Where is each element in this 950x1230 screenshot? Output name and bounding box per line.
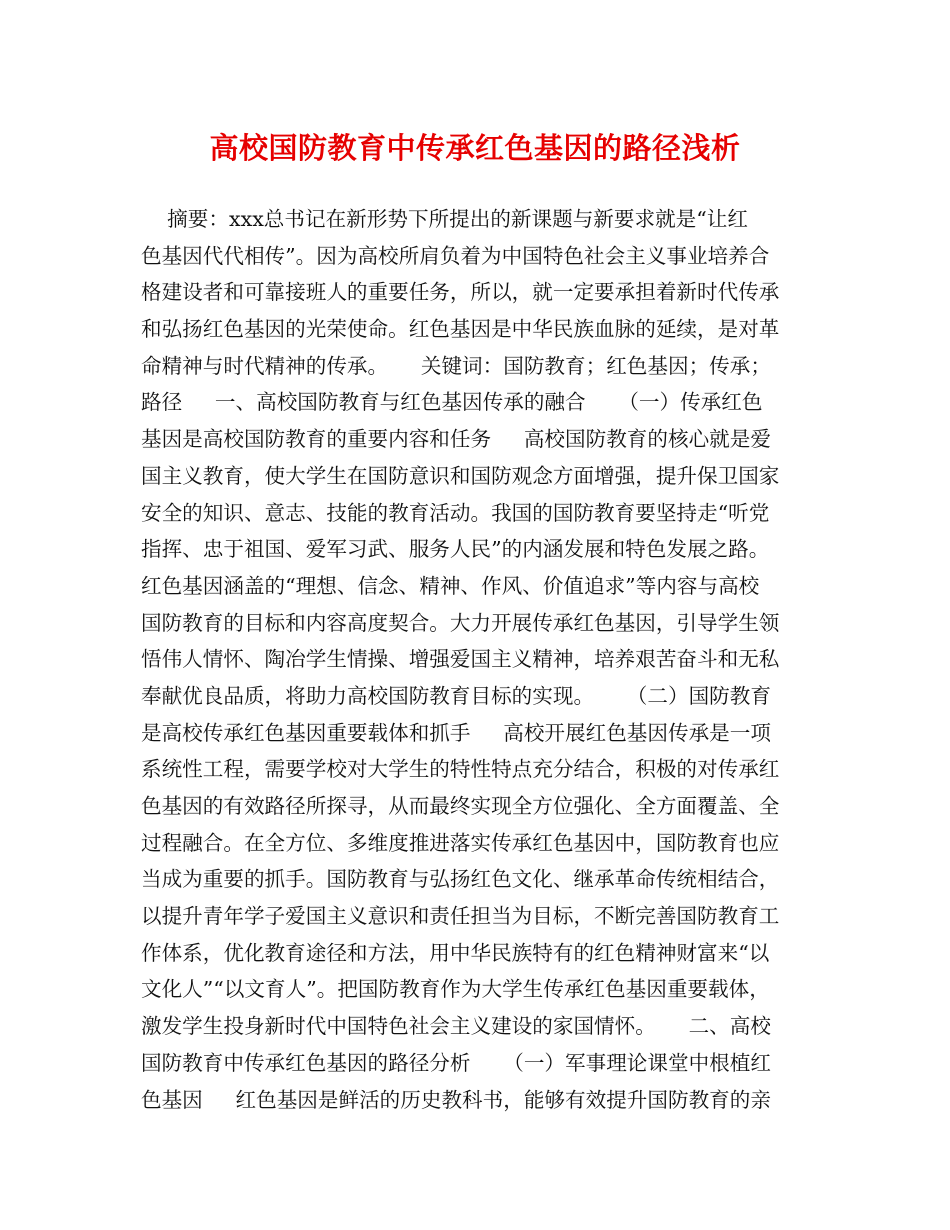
- body-text-line: 国防教育的目标和内容高度契合。大力开展传承红色基因，引导学生领: [141, 610, 780, 635]
- body-text-line: 以提升青年学子爱国主义意识和责任担当为目标，不断完善国防教育工: [141, 904, 780, 929]
- body-text-line: 激发学生投身新时代中国特色社会主义建设的家国情怀。 二、高校: [141, 1014, 771, 1039]
- body-text-line: 指挥、忠于祖国、爱军习武、服务人民”的内涵发展和特色发展之路。: [141, 537, 770, 562]
- body-text-line: 基因是高校国防教育的重要内容和任务 高校国防教育的核心就是爱: [141, 427, 771, 452]
- document-body: [141, 201, 813, 1118]
- body-text-line: 红色基因涵盖的“理想、信念、精神、作风、价值追求”等内容与高校: [141, 573, 760, 598]
- body-text-line: 文化人”“以文育人”。把国防教育作为大学生传承红色基因重要载体，: [141, 977, 770, 1002]
- body-text-line: 色基因代代相传”。因为高校所肩负着为中国特色社会主义事业培养合: [141, 243, 770, 268]
- body-text-line: 国主义教育，使大学生在国防意识和国防观念方面增强，提升保卫国家: [141, 463, 780, 488]
- body-text-line: 格建设者和可靠接班人的重要任务，所以，就一定要承担着新时代传承: [141, 280, 780, 305]
- body-text-line: 摘要：xxx总书记在新形势下所提出的新课题与新要求就是“让红: [141, 207, 748, 231]
- body-text-line: 色基因 红色基因是鲜活的历史教科书，能够有效提升国防教育的亲: [141, 1087, 771, 1112]
- body-text-line: 过程融合。在全方位、多维度推进落实传承红色基因中，国防教育也应: [141, 830, 780, 855]
- body-text-line: 是高校传承红色基因重要载体和抓手 高校开展红色基因传承是一项: [141, 720, 771, 745]
- document-title: 高校国防教育中传承红色基因的路径浅析: [209, 131, 741, 165]
- body-text-line: 悟伟人情怀、陶冶学生情操、增强爱国主义精神，培养艰苦奋斗和无私: [141, 647, 780, 672]
- body-text-line: 安全的知识、意志、技能的教育活动。我国的国防教育要坚持走“听党: [141, 500, 770, 525]
- body-text-line: 当成为重要的抓手。国防教育与弘扬红色文化、继承革命传统相结合，: [141, 867, 780, 892]
- body-text-line: 系统性工程，需要学校对大学生的特性特点充分结合，积极的对传承红: [141, 757, 780, 782]
- body-text-line: 作体系，优化教育途径和方法，用中华民族特有的红色精神财富来“以: [141, 940, 770, 965]
- body-text-line: 路径 一、高校国防教育与红色基因传承的融合 （一）传承红色: [141, 390, 763, 415]
- body-text-line: 和弘扬红色基因的光荣使命。红色基因是中华民族血脉的延续，是对革: [141, 317, 780, 342]
- body-text-line: 命精神与时代精神的传承。 关键词：国防教育；红色基因；传承；: [141, 353, 771, 378]
- body-text-line: 国防教育中传承红色基因的路径分析 （一）军事理论课堂中根植红: [141, 1050, 771, 1075]
- body-text-line: 奉献优良品质，将助力高校国防教育目标的实现。 （二）国防教育: [141, 683, 771, 708]
- body-text-line: 色基因的有效路径所探寻，从而最终实现全方位强化、全方面覆盖、全: [141, 794, 780, 818]
